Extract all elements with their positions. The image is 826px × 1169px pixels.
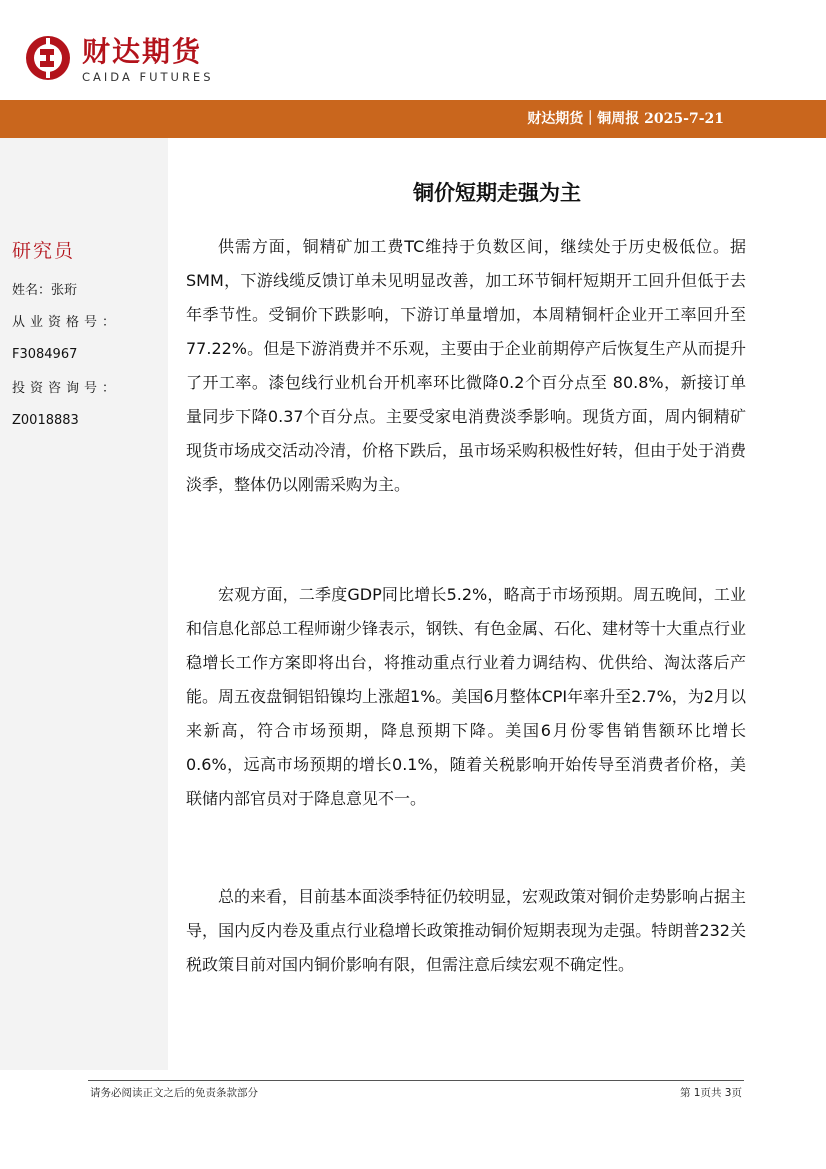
paragraph-supply-demand: 供需方面，铜精矿加工费TC维持于负数区间，继续处于历史极低位。据SMM，下游线缆反馈订单未见明显改善，加工环节铜杆短期开工回升但低于去年季节性。受铜价下跌影响，下游订单量增加，本周精铜杆企业开工率回升至77.22%。但是下游消费并不乐观，主要由于企业前期停产后恢复生产从而提升了开工率。漆包线行业机台开机率环比微降0.2个百分点至 80.8%，新接订单量同步下降0.37个百分点。主要受家电消费淡季影响。现货方面，周内铜精矿现货市场成交活动冷清，价格下跌后，虽市场采购积极性好转，但由于处于消费淡季，整体仍以刚需采购为主。 <box>186 237 747 494</box>
report-header-title: 财达期货｜铜周报 2025-7-21 <box>527 111 724 127</box>
sidebar-panel <box>0 138 168 1070</box>
qualification-number: F3084967 <box>12 347 78 362</box>
researcher-name: 姓名：张珩 <box>12 283 78 298</box>
researcher-heading: 研究员 <box>12 240 76 262</box>
logo-name-en: CAIDA FUTURES <box>82 70 214 84</box>
consult-label: 投资咨询号： <box>12 381 121 396</box>
footer-disclaimer: 请务必阅读正文之后的免责条款部分 <box>90 1087 258 1099</box>
page-number: 第 1页共 3页 <box>679 1087 742 1099</box>
qualification-label: 从业资格号： <box>12 315 121 330</box>
consult-number: Z0018883 <box>12 413 79 428</box>
footer-divider <box>88 1080 744 1081</box>
document-title: 铜价短期走强为主 <box>413 181 581 205</box>
paragraph-summary: 总的来看，目前基本面淡季特征仍较明显，宏观政策对铜价走势影响占据主导，国内反内卷及重点行业稳增长政策推动铜价短期表现为走强。特朗普232关税政策目前对国内铜价影响有限，但需注意后续宏观不确定性。 <box>186 887 747 974</box>
header-band <box>0 100 826 138</box>
logo-name-cn: 财达期货 <box>82 35 203 68</box>
paragraph-macro: 宏观方面，二季度GDP同比增长5.2%，略高于市场预期。周五晚间，工业和信息化部总工程师谢少锋表示，钢铁、有色金属、石化、建材等十大重点行业稳增长工作方案即将出台，将推动重点行业着力调结构、优供给、淘汰落后产能。周五夜盘铜铝铅镍均上涨超1%。美国6月整体CPI年率升至2.7%，为2月以来新高，符合市场预期，降息预期下降。美国6月份零售销售额环比增长0.6%，远高市场预期的增长0.1%，随着关税影响开始传导至消费者价格，美联储内部官员对于降息意见不一。 <box>186 585 747 808</box>
caida-logo-icon <box>24 34 72 82</box>
company-logo <box>24 34 234 86</box>
